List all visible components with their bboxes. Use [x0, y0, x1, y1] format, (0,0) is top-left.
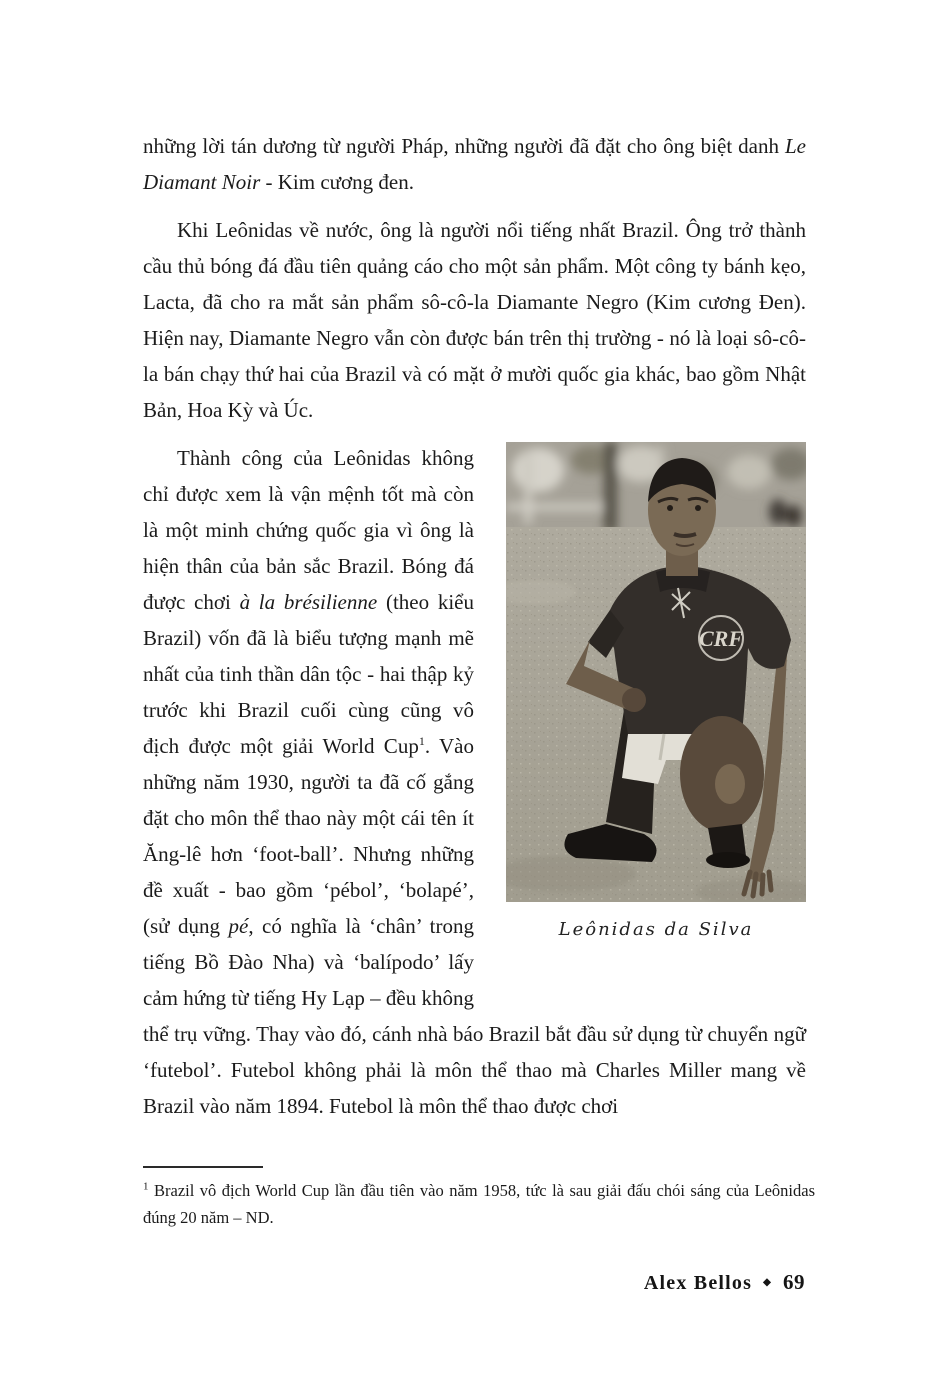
text-run: . Vào những năm 1930, người ta đã cố gắng đặt cho môn thể thao này một cái tên ít Ăng-lê hơn ‘foot-ball’. Nhưng những đề xuất - bao gồm ‘pébol’, ‘bolapé’, (sử dụng [143, 734, 475, 938]
text-run: Khi Leônidas về nước, ông là người nổi tiếng nhất Brazil. Ông trở thành cầu thủ bóng đá đầu tiên quảng cáo cho một sản phẩm. Một công ty bánh kẹo, Lacta, đã cho ra mắt sản phẩm sô-cô-la Diamante Negro (Kim cương Đen). Hiện nay, Diamante Negro vẫn còn được bán trên thị trường - nó là loại sô-cô-la bán chạy thứ hai của Brazil và có mặt ở mười quốc gia khác, bao gồm Nhật Bản, Hoa Kỳ và Úc. [143, 218, 806, 422]
footnote-marker: 1 [143, 1180, 149, 1193]
text-run: , có nghĩa là ‘chân’ trong tiếng Bồ Đào Nha) và ‘balípodo’ lấy cảm hứng từ tiếng Hy Lạp – đều không thể trụ vững. Thay vào đó, cánh nhà báo Brazil bắt đầu sử dụng từ chuyển ngữ ‘futebol’. Futebol không phải là môn thể thao mà Charles Miller mang về Brazil vào năm 1894. Futebol là môn thể thao được chơi [143, 914, 806, 1118]
photo-caption: Leônidas da Silva [558, 919, 754, 940]
photo-figure [506, 442, 806, 948]
text-run: những lời tán dương từ người Pháp, những người đã đặt cho ông biệt danh [143, 134, 785, 158]
paragraph-1 [143, 128, 806, 200]
text-run-italic: pé [228, 914, 249, 938]
text-run-italic: Le Diamant Noir [143, 134, 806, 194]
text-run: - Kim cương đen. [260, 170, 414, 194]
footnote-text [143, 1177, 815, 1231]
text-run: Thành công của Leônidas không chỉ được xem là vận mệnh tốt mà còn là một minh chứng quốc gia vì ông là hiện thân của bản sắc Brazil. Bóng đá được chơi [143, 446, 474, 614]
diamond-separator-icon: ◆ [763, 1277, 772, 1288]
paragraph-3 [143, 440, 806, 1124]
page-number: 69 [783, 1270, 805, 1294]
page-footer [644, 1270, 805, 1295]
paragraph-2 [143, 212, 806, 428]
text-run: (theo kiểu Brazil) vốn đã là biểu tượng mạnh mẽ nhất của tinh thần dân tộc - hai thập kỷ trước khi Brazil cuối cùng cũng vô địch được một giải World Cup [143, 590, 474, 758]
leonidas-photo-illustration [506, 442, 806, 902]
text-run: Brazil vô địch World Cup lần đầu tiên vào năm 1958, tức là sau giải đấu chói sáng của Leônidas đúng 20 năm – ND. [143, 1181, 815, 1227]
footnote-separator [143, 1166, 263, 1168]
author-name: Alex Bellos [643, 1272, 753, 1294]
text-run-italic: à la brésilienne [239, 590, 378, 614]
body-text-block [143, 128, 806, 1136]
footnote-reference: 1 [418, 734, 425, 748]
crest-monogram: CRF [698, 626, 744, 651]
leonidas-photo [506, 442, 806, 902]
footnote-block [143, 1166, 815, 1231]
